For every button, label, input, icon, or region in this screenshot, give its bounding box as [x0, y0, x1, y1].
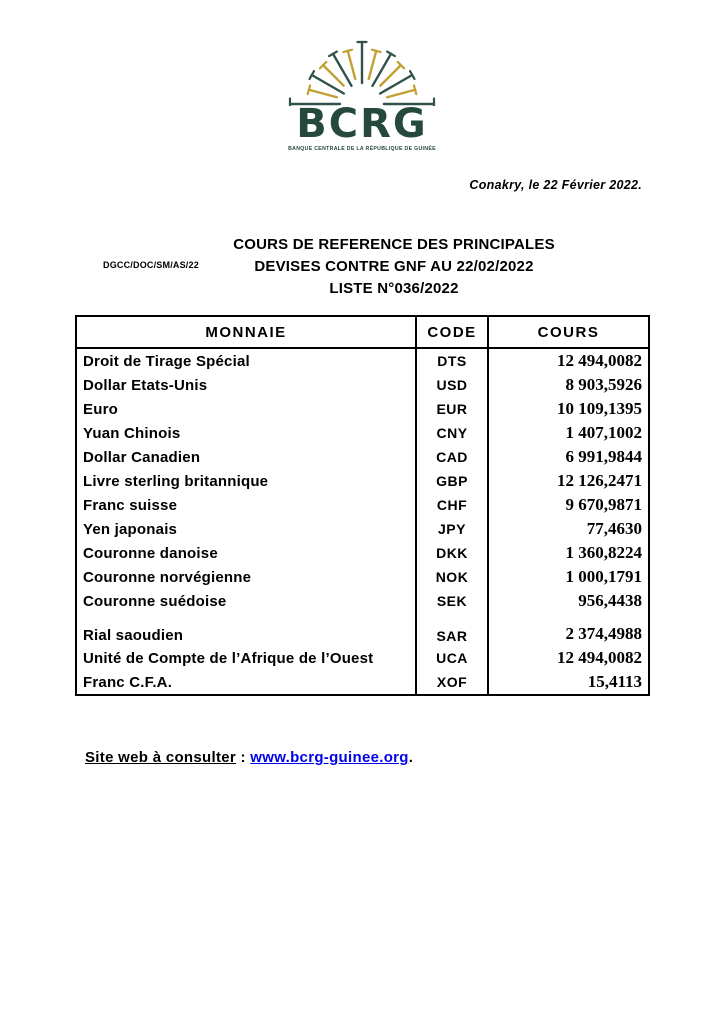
currency-name: Unité de Compte de l’Afrique de l’Ouest: [77, 646, 417, 670]
exchange-rate: 12 494,0082: [557, 351, 642, 370]
header-code: CODE: [417, 317, 489, 347]
currency-name: Dollar Canadien: [77, 445, 417, 469]
table-row: [77, 349, 648, 373]
currency-code: UCA: [417, 646, 489, 670]
logo-rays-icon: [287, 40, 437, 106]
bcrg-logo: [0, 40, 724, 157]
currency-name: Rial saoudien: [77, 613, 417, 646]
exchange-rate: 9 670,9871: [565, 495, 642, 514]
currency-name: Livre sterling britannique: [77, 469, 417, 493]
exchange-rate: 8 903,5926: [565, 375, 642, 394]
table-row: [77, 445, 648, 469]
table-header-row: [77, 317, 648, 349]
website-label: Site web à consulter: [85, 749, 237, 766]
currency-name: Couronne danoise: [77, 541, 417, 565]
currency-name: Droit de Tirage Spécial: [77, 349, 417, 373]
exchange-rate: 15,4113: [587, 672, 642, 691]
table-body: [77, 349, 648, 694]
table-row: [77, 565, 648, 589]
currency-name: Couronne norvégienne: [77, 565, 417, 589]
currency-name: Franc C.F.A.: [77, 670, 417, 694]
table-row: [77, 421, 648, 445]
currency-code: DTS: [417, 349, 489, 373]
exchange-rate: 77,4630: [586, 519, 642, 538]
currency-code: SEK: [417, 589, 489, 613]
table-row: [77, 469, 648, 493]
exchange-rate: 1 000,1791: [565, 567, 642, 586]
currency-code: CAD: [417, 445, 489, 469]
exchange-rate: 6 991,9844: [565, 447, 642, 466]
footer-note: [85, 749, 413, 766]
currency-code: JPY: [417, 517, 489, 541]
title-line-2: DEVISES CONTRE GNF AU 22/02/2022: [254, 258, 534, 275]
currency-name: Franc suisse: [77, 493, 417, 517]
exchange-rate: 10 109,1395: [557, 399, 642, 418]
table-row: [77, 541, 648, 565]
header-cours: COURS: [537, 323, 600, 341]
exchange-rate-table: [75, 315, 650, 696]
currency-name: Dollar Etats-Unis: [77, 373, 417, 397]
logo-subtext: BANQUE CENTRALE DE LA RÉPUBLIQUE DE GUINÉE: [288, 146, 436, 152]
exchange-rate: 2 374,4988: [565, 624, 642, 643]
table-row: [77, 670, 648, 694]
reference-number: DGCC/DOC/SM/AS/22: [103, 260, 199, 270]
exchange-rate: 956,4438: [578, 591, 642, 610]
currency-code: DKK: [417, 541, 489, 565]
exchange-rate: 12 126,2471: [557, 471, 642, 490]
currency-code: EUR: [417, 397, 489, 421]
currency-code: CNY: [417, 421, 489, 445]
currency-code: GBP: [417, 469, 489, 493]
document-title: [32, 234, 724, 300]
date-line: Conakry, le 22 Février 2022.: [469, 178, 642, 192]
table-row: [77, 517, 648, 541]
currency-name: Yuan Chinois: [77, 421, 417, 445]
currency-code: CHF: [417, 493, 489, 517]
table-row: [77, 373, 648, 397]
table-row: [77, 589, 648, 613]
logo-text: BCRG: [296, 101, 428, 147]
table-row: [77, 493, 648, 517]
website-link[interactable]: www.bcrg-guinee.org: [250, 749, 409, 766]
exchange-rate: 12 494,0082: [557, 648, 642, 667]
title-line-1: COURS DE REFERENCE DES PRINCIPALES: [233, 236, 555, 253]
currency-name: Euro: [77, 397, 417, 421]
exchange-rate: 1 360,8224: [565, 543, 642, 562]
currency-name: Couronne suédoise: [77, 589, 417, 613]
title-line-3: LISTE N°036/2022: [329, 280, 459, 297]
currency-code: NOK: [417, 565, 489, 589]
table-row: [77, 646, 648, 670]
footer-colon: :: [236, 749, 251, 766]
header-monnaie: MONNAIE: [77, 317, 417, 347]
exchange-rate: 1 407,1002: [565, 423, 642, 442]
footer-period: .: [408, 749, 414, 766]
currency-code: XOF: [417, 670, 489, 694]
currency-code: SAR: [417, 613, 489, 646]
table-row: [77, 397, 648, 421]
table-row: [77, 613, 648, 646]
currency-name: Yen japonais: [77, 517, 417, 541]
currency-code: USD: [417, 373, 489, 397]
